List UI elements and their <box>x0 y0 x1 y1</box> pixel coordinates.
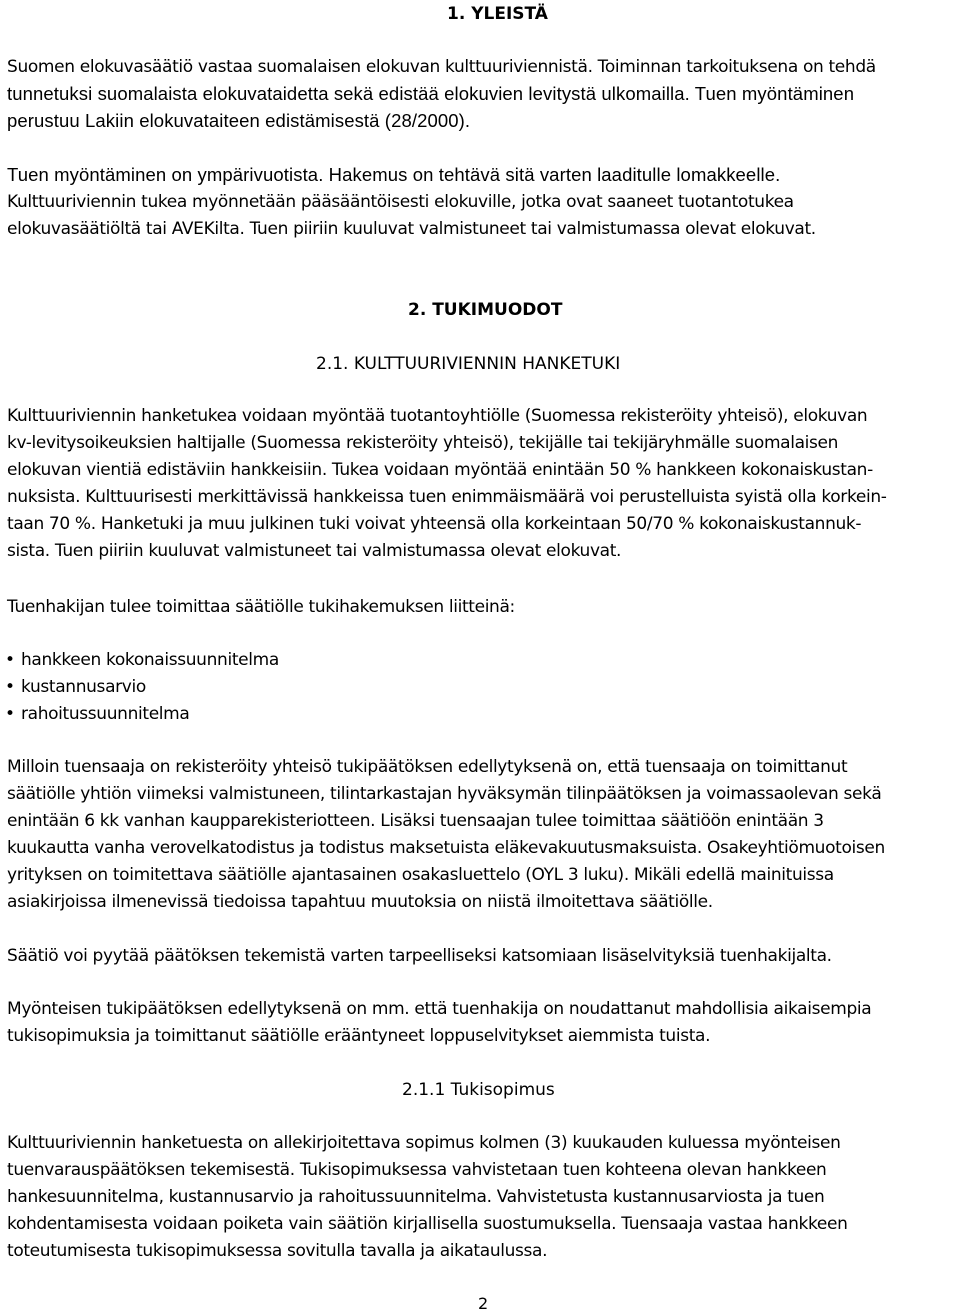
para1-line-2: kv-levitysoikeuksien haltijalle (Suomessa rekisteröity yhteisö), tekijälle tai tekijäryhmälle suomalaisen <box>7 433 839 453</box>
para5-line-4: kohdentamisesta voidaan poiketa vain säätiön kirjallisella suostumuksella. Tuensaaja vastaa hankkeen <box>7 1214 848 1234</box>
bullet-icon: • <box>5 677 15 697</box>
para4-line-2: tukisopimuksia ja toimittanut säätiölle erääntyneet loppuselvitykset aiemmista tuista. <box>7 1026 711 1046</box>
para1-line-4: nuksista. Kulttuurisesti merkittävissä hankkeissa tuen enimmäismäärä voi perustelluista syistä olla korkein- <box>7 487 887 507</box>
list-item <box>5 649 279 671</box>
attachments-intro: Tuenhakijan tulee toimittaa säätiölle tukihakemuksen liitteinä: <box>7 597 515 617</box>
para2-line-2: säätiölle yhtiön viimeksi valmistuneen, tilintarkastajan hyväksymän tilinpäätöksen ja voimassaolevan sekä <box>7 784 882 804</box>
para1-line-5: taan 70 %. Hanketuki ja muu julkinen tuki voivat yhteensä olla korkeintaan 50/70 % kokonaiskustannuk- <box>7 514 862 534</box>
para3: Säätiö voi pyytää päätöksen tekemistä varten tarpeelliseksi katsomiaan lisäselvityksiä tuenhakijalta. <box>7 946 832 966</box>
section-1-line-5: Kulttuuriviennin tukea myönnetään pääsääntöisesti elokuville, jotka ovat saaneet tuotantotukea <box>7 192 794 212</box>
section-1-line-3: perustuu Lakiin elokuvataiteen edistämisestä (28/2000). <box>7 110 471 131</box>
section-1-title: 1. YLEISTÄ <box>447 4 548 24</box>
section-1-line-6: elokuvasäätiöltä tai AVEKilta. Tuen piiriin kuuluvat valmistuneet tai valmistumassa olevat elokuvat. <box>7 219 816 239</box>
section-2-1-title: 2.1. KULTTUURIVIENNIN HANKETUKI <box>316 354 621 374</box>
para1-line-1: Kulttuuriviennin hanketukea voidaan myöntää tuotantoyhtiölle (Suomessa rekisteröity yhteisö), elokuvan <box>7 406 868 426</box>
para2-line-4: kuukautta vanha verovelkatodistus ja todistus maksetuista eläkevakuutusmaksuista. Osakeyhtiömuotoisen <box>7 838 885 858</box>
para4-line-1: Myönteisen tukipäätöksen edellytyksenä on mm. että tuenhakija on noudattanut mahdollisia aikaisempia <box>7 999 872 1019</box>
bullet-icon: • <box>5 650 15 670</box>
para5-line-5: toteutumisesta tukisopimuksessa sovitulla tavalla ja aikataulussa. <box>7 1241 548 1261</box>
section-1-line-2: tunnetuksi suomalaista elokuvataidetta sekä edistää elokuvien levitystä ulkomailla. Tuen myöntäminen <box>7 83 855 104</box>
para1-line-6: sista. Tuen piiriin kuuluvat valmistuneet tai valmistumassa olevat elokuvat. <box>7 541 622 561</box>
para5-line-3: hankesuunnitelma, kustannusarvio ja rahoitussuunnitelma. Vahvistetusta kustannusarviosta ja tuen <box>7 1187 825 1207</box>
para5-line-2: tuenvarauspäätöksen tekemisestä. Tukisopimuksessa vahvistetaan tuen kohteena olevan hankkeen <box>7 1160 827 1180</box>
para2-line-6: asiakirjoissa ilmenevissä tiedoissa tapahtuu muutoksia on niistä ilmoitettava säätiölle. <box>7 892 713 912</box>
list-item <box>5 703 189 725</box>
section-2-title: 2. TUKIMUODOT <box>408 300 563 320</box>
bullet-icon: • <box>5 704 15 724</box>
list-item-label: hankkeen kokonaissuunnitelma <box>21 650 279 670</box>
section-1-line-4: Tuen myöntäminen on ympärivuotista. Hakemus on tehtävä sitä varten laaditulle lomakkeelle. <box>7 164 781 185</box>
para5-line-1: Kulttuuriviennin hanketuesta on allekirjoitettava sopimus kolmen (3) kuukauden kuluessa myönteisen <box>7 1133 841 1153</box>
list-item <box>5 676 146 698</box>
subsection-2-1-1-title: 2.1.1 Tukisopimus <box>402 1080 555 1100</box>
para1-line-3: elokuvan vientiä edistäviin hankkeisiin. Tukea voidaan myöntää enintään 50 % hankkeen kokonaiskustan- <box>7 460 873 480</box>
list-item-label: rahoitussuunnitelma <box>21 704 190 724</box>
para2-line-5: yrityksen on toimitettava säätiölle ajantasainen osakasluettelo (OYL 3 luku). Mikäli edellä mainituissa <box>7 865 834 885</box>
list-item-label: kustannusarvio <box>21 677 146 697</box>
page-number: 2 <box>478 1294 489 1313</box>
para2-line-3: enintään 6 kk vanhan kaupparekisteriotteen. Lisäksi tuensaajan tulee toimittaa säätiöön enintään 3 <box>7 811 824 831</box>
section-1-line-1: Suomen elokuvasäätiö vastaa suomalaisen elokuvan kulttuuriviennistä. Toiminnan tarkoituksena on tehdä <box>7 57 876 77</box>
para2-line-1: Milloin tuensaaja on rekisteröity yhteisö tukipäätöksen edellytyksenä on, että tuensaaja on toimittanut <box>7 757 848 777</box>
